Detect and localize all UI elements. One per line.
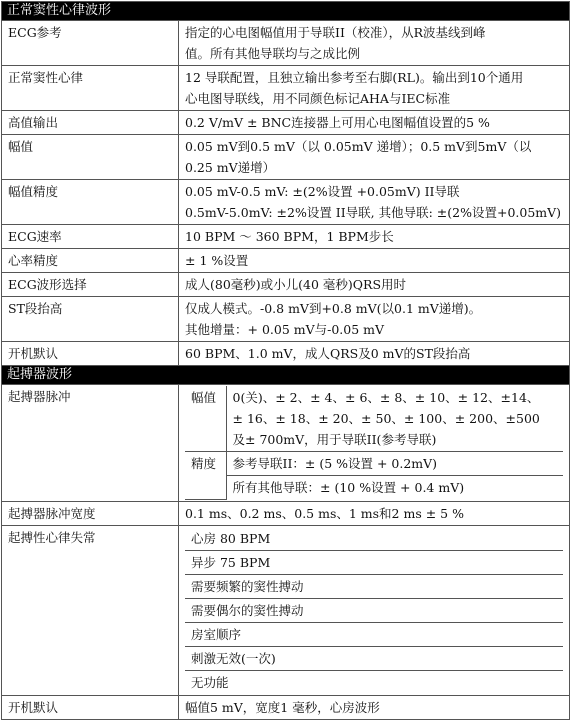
table-row — [2, 225, 570, 249]
row-value — [179, 273, 570, 297]
value-line: 0.5mV-5.0mV: ±2%设置 II导联, 其他导联: ±(2%设置+0.05mV) — [185, 205, 562, 220]
sub-label: 幅值 — [185, 386, 226, 452]
value-line: 0(关)、± 2、± 4、± 6、± 8、± 10、± 12、±14、 — [232, 390, 540, 405]
pacer-pulse-subtable — [185, 386, 563, 500]
row-label: 幅值精度 — [2, 180, 179, 225]
row-value — [179, 225, 570, 249]
section-title: 正常窦性心律波形 — [2, 2, 570, 21]
value-line: 0.25 mV递增） — [185, 160, 276, 175]
row-value — [179, 249, 570, 273]
table-row — [2, 180, 570, 225]
row-label: ECG速率 — [2, 225, 179, 249]
row-label: 正常窦性心律 — [2, 66, 179, 111]
table-row — [2, 297, 570, 342]
row-value — [179, 180, 570, 225]
list-item — [185, 598, 563, 622]
value-line: ± 16、± 18、± 20、± 50、± 100、± 200、±500 — [232, 411, 540, 426]
row-label: 幅值 — [2, 135, 179, 180]
value-line: 值。所有其他导联均与之成比例 — [185, 46, 361, 61]
table-row — [2, 111, 570, 135]
row-label: ST段抬高 — [2, 297, 179, 342]
value-line: 心电图导联线，用不同颜色标记AHA与IEC标准 — [185, 91, 451, 106]
arrhythmia-list — [185, 527, 563, 694]
row-label: 开机默认 — [2, 695, 179, 719]
arrhythmia-option: 需要偶尔的窦性搏动 — [185, 598, 563, 622]
value-line: 0.05 mV到0.5 mV（以 0.05mV 递增）；0.5 mV到5mV（以 — [185, 139, 532, 154]
table-row — [2, 21, 570, 66]
arrhythmia-option: 房室顺序 — [185, 622, 563, 646]
row-value — [179, 297, 570, 342]
value-line: 10 BPM ～ 360 BPM，1 BPM步长 — [185, 229, 394, 244]
arrhythmia-option: 心房 80 BPM — [185, 527, 563, 551]
list-item — [185, 670, 563, 694]
row-label: 起搏器脉冲宽度 — [2, 501, 179, 525]
arrhythmia-option: 无功能 — [185, 670, 563, 694]
row-label: 心率精度 — [2, 249, 179, 273]
value-line: 其他增量：+ 0.05 mV与-0.05 mV — [185, 322, 385, 337]
list-item — [185, 622, 563, 646]
row-label: 开机默认 — [2, 342, 179, 366]
value-line: 12 导联配置，且独立输出参考至右脚(RL)。输出到10个通用 — [185, 70, 524, 85]
section-title: 起搏器波形 — [2, 366, 570, 385]
row-value — [179, 21, 570, 66]
row-value — [179, 342, 570, 366]
value-line: 0.2 V/mV ± BNC连接器上可用心电图幅值设置的5 % — [185, 115, 490, 130]
table-row — [2, 135, 570, 180]
row-label: 起搏器脉冲 — [2, 385, 179, 502]
arrhythmia-option: 异步 75 BPM — [185, 550, 563, 574]
list-item — [185, 646, 563, 670]
row-label: 高值输出 — [2, 111, 179, 135]
section-header-pacer — [2, 366, 570, 385]
table-row-pacer-pulse — [2, 385, 570, 502]
row-value — [179, 135, 570, 180]
row-value — [179, 111, 570, 135]
arrhythmia-option: 刺激无效(一次) — [185, 646, 563, 670]
table-row-amplitude — [185, 386, 563, 452]
row-label: ECG参考 — [2, 21, 179, 66]
row-label: ECG波形选择 — [2, 273, 179, 297]
pacer-pulse-cell — [179, 385, 570, 502]
value-line: ± 1 %设置 — [185, 253, 249, 268]
precision-other-value: 所有其他导联：± (10 %设置 + 0.4 mV) — [226, 476, 563, 500]
list-item — [185, 527, 563, 551]
list-item — [185, 550, 563, 574]
sub-label: 精度 — [185, 452, 226, 500]
amplitude-value — [226, 386, 563, 452]
table-row — [2, 249, 570, 273]
row-label: 起搏性心律失常 — [2, 525, 179, 695]
value-line: 及± 700mV，用于导联II(参考导联) — [232, 432, 437, 447]
table-row-pacer-width — [2, 501, 570, 525]
table-row — [2, 66, 570, 111]
section-header-normal-sinus — [2, 2, 570, 21]
value-line: 仅成人模式。-0.8 mV到+0.8 mV(以0.1 mV递增)。 — [185, 301, 482, 316]
row-value: 幅值5 mV，宽度1 毫秒，心房波形 — [179, 695, 570, 719]
value-line: 60 BPM、1.0 mV，成人QRS及0 mV的ST段抬高 — [185, 346, 471, 361]
table-row — [2, 273, 570, 297]
value-line: 指定的心电图幅值用于导联II（校准），从R波基线到峰 — [185, 25, 486, 40]
row-value — [179, 66, 570, 111]
table-row — [2, 342, 570, 366]
table-row-pacer-default — [2, 695, 570, 719]
table-row-pacer-arrhythmia — [2, 525, 570, 695]
list-item — [185, 574, 563, 598]
table-row-precision-ref — [185, 452, 563, 476]
arrhythmia-option: 需要频繁的窦性搏动 — [185, 574, 563, 598]
arrhythmia-cell — [179, 525, 570, 695]
value-line: 0.05 mV-0.5 mV: ±(2%设置 +0.05mV) II导联 — [185, 184, 460, 199]
row-value: 0.1 ms、0.2 ms、0.5 ms、1 ms和2 ms ± 5 % — [179, 501, 570, 525]
value-line: 成人(80毫秒)或小儿(40 毫秒)QRS用时 — [185, 277, 407, 292]
spec-table — [1, 1, 570, 720]
table-row-precision-other — [185, 476, 563, 500]
precision-ref-value: 参考导联II：± (5 %设置 + 0.2mV) — [226, 452, 563, 476]
